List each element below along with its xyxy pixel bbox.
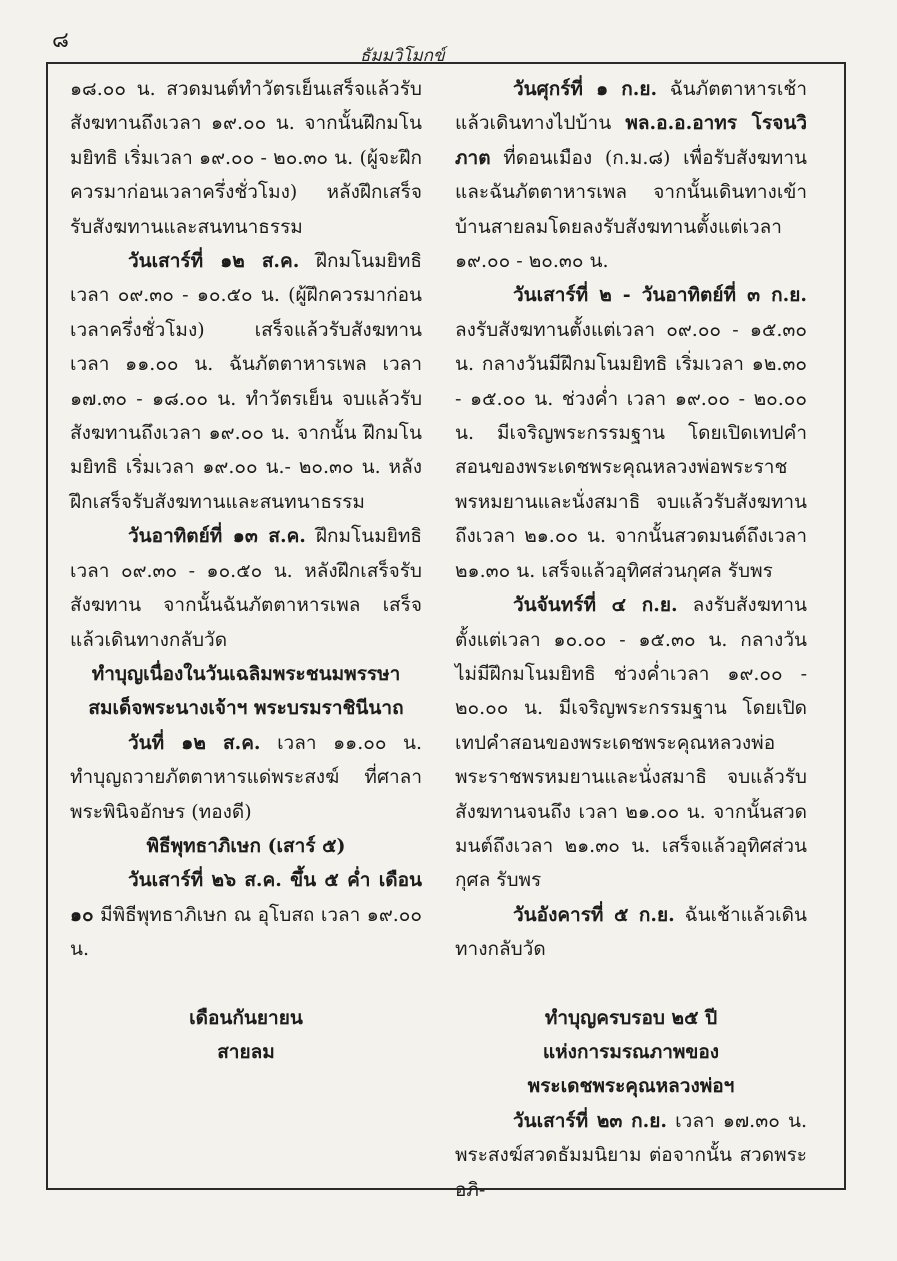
date-lead: วันเสาร์ที่ ๑๒ ส.ค. [128,250,300,273]
date-lead: วันศุกร์ที่ ๑ ก.ย. [513,78,658,100]
paragraph-text: ลงรับสังฆทาน ตั้งแต่เวลา ๑๐.๐๐ - ๑๕.๓๐ น. กลางวันไม่มีฝึกมโนมยิทธิ ช่วงค่ำเวลา ๑๙.๐๐ - ๒๐.๐๐ น. มีเจริญพระกรรมฐาน โดยเปิดเทปคำสอนของพระเดชพระคุณหลวงพ่อพระราชพรหมยานและนั่งสมาธิ จบแล้วรับสังฆทานจนถึง เวลา ๒๑.๐๐ น. จากนั้นสวดมนต์ถึงเวลา ๒๑.๓๐ น. เสร็จแล้วอุทิศส่วนกุศล รับพร [455,594,807,892]
date-lead: วันอังคารที่ ๕ ก.ย. [513,903,675,926]
paragraph [455,898,807,967]
paragraph [70,244,422,519]
paragraph-text: ที่ดอนเมือง (ก.ม.๘) เพื่อรับสังฆทานและฉันภัตตาหารเพล จากนั้นเดินทางเข้าบ้านสายลมโดยลงรับสังฆทานตั้งแต่เวลา ๑๙.๐๐ - ๒๐.๓๐ น. [455,146,807,273]
paragraph-text: ฉันภัตตาหารเช้าแล้วเดินทางไปบ้าน [455,78,807,135]
left-column [70,72,422,1069]
section-heading: ทำบุญเนื่องในวันเฉลิมพระชนมพรรษา [91,662,401,685]
section-heading: แห่งการมรณภาพของ [542,1040,720,1063]
date-lead: วันที่ ๑๒ ส.ค. [128,731,261,754]
paragraph-text: เวลา ๑๑.๐๐ น. ทำบุญถวายภัตตาหารแด่พระสงฆ์ ที่ศาลาพระพินิจอักษร (ทองดี) [70,731,422,823]
date-lead: วันเสาร์ที่ ๒๓ ก.ย. [513,1109,668,1132]
paragraph [455,588,807,898]
location-heading: สายลม [217,1040,275,1063]
paragraph: ๑๘.๐๐ น. สวดมนต์ทำวัตรเย็นเสร็จแล้วรับสังฆทานถึงเวลา ๑๙.๐๐ น. จากนั้นฝึกมโนมยิทธิ เริ่มเวลา ๑๙.๐๐ - ๒๐.๓๐ น. (ผู้จะฝึกควรมาก่อนเวลาครึ่งชั่วโมง) หลังฝึกเสร็จ รับสังฆทานและสนทนาธรรม [70,78,422,238]
section-heading: ทำบุญครบรอบ ๒๕ ปี [544,1006,718,1029]
section-heading: พิธีพุทธาภิเษก (เสาร์ ๕) [146,834,346,857]
paragraph-text: ฝึกมโนมยิทธิ เวลา ๐๙.๓๐ - ๑๐.๕๐ น. (ผู้ฝึกควรมาก่อนเวลาครึ่งชั่วโมง) เสร็จแล้วรับสังฆทาน เวลา ๑๑.๐๐ น. ฉันภัตตาหารเพล เวลา ๑๗.๓๐ - ๑๘.๐๐ น. ทำวัตรเย็น จบแล้วรับสังฆทานถึงเวลา ๑๙.๐๐ น. จากนั้น ฝึกมโนมยิทธิ เริ่มเวลา ๑๙.๐๐ น.- ๒๐.๓๐ น. หลังฝึกเสร็จรับสังฆทานและสนทนาธรรม [70,250,422,513]
right-column [455,72,807,1207]
paragraph-text: ฝึกมโนมยิทธิ เวลา ๐๙.๓๐ - ๑๐.๕๐ น. หลังฝึกเสร็จรับสังฆทาน จากนั้นฉันภัตตาหารเพล เสร็จแล้วเดินทางกลับวัด [70,525,422,651]
paragraph-text: มีพิธีพุทธาภิเษก ณ อุโบสถ เวลา ๑๙.๐๐ น. [70,903,422,961]
section-heading: พระเดชพระคุณหลวงพ่อฯ [527,1075,735,1098]
date-lead: วันอาทิตย์ที่ ๑๓ ส.ค. [128,525,306,548]
date-lead: วันเสาร์ที่ ๒๖ ส.ค. ขึ้น ๕ ค่ำ เดือน ๑๐ [70,869,422,926]
paragraph-text: ฉันเช้าแล้วเดินทางกลับวัด [455,903,807,961]
paragraph-text: เวลา ๑๗.๓๐ น. พระสงฆ์สวดธัมมนิยาม ต่อจากนั้น สวดพระอภิ- [455,1109,807,1201]
paragraph [455,72,807,278]
section-heading: สมเด็จพระนางเจ้าฯ พระบรมราชินีนาถ [88,697,404,720]
paragraph [455,278,807,588]
page-number: ๘ [52,28,69,53]
running-head: ธัมมวิโมกข์ [360,46,445,66]
paragraph [70,726,422,829]
date-lead: วันจันทร์ที่ ๔ ก.ย. [513,594,678,617]
person-name: พล.อ.อ.อาทร โรจนวิภาต [455,112,807,169]
date-lead: วันเสาร์ที่ ๒ - วันอาทิตย์ที่ ๓ ก.ย. [513,284,807,307]
paragraph [70,863,422,966]
paragraph-text: ลงรับสังฆทานตั้งแต่เวลา ๐๙.๐๐ - ๑๕.๓๐ น. กลางวันมีฝึกมโนมยิทธิ เริ่มเวลา ๑๒.๓๐ - ๑๕.๐๐ น. ช่วงค่ำ เวลา ๑๙.๐๐ - ๒๐.๐๐ น. มีเจริญพระกรรมฐาน โดยเปิดเทปคำสอนของพระเดชพระคุณหลวงพ่อพระราชพรหมยานและนั่งสมาธิ จบแล้วรับสังฆทานถึงเวลา ๒๑.๐๐ น. จากนั้นสวดมนต์ถึงเวลา ๒๑.๓๐ น. เสร็จแล้วอุทิศส่วนกุศล รับพร [455,318,807,582]
month-heading: เดือนกันยายน [189,1006,303,1029]
paragraph [455,1104,807,1207]
paragraph [70,519,422,657]
